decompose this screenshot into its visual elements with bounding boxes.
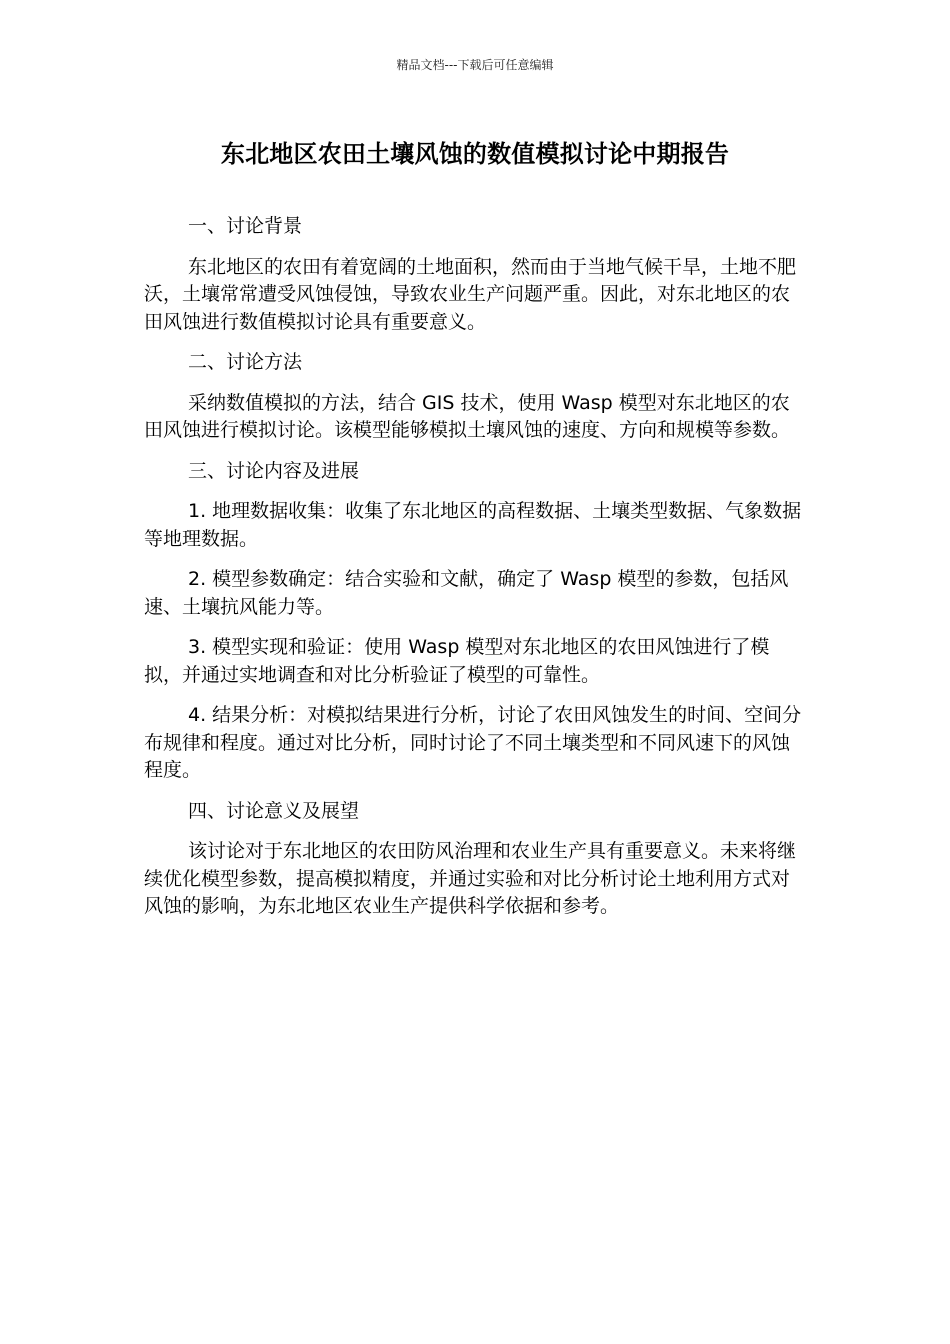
document-title: 东北地区农田土壤风蚀的数值模拟讨论中期报告 — [220, 140, 730, 168]
page-header: 精品文档---下载后可任意编辑 — [396, 58, 554, 72]
document-body — [144, 213, 804, 934]
paragraph-background: 东北地区的农田有着宽阔的土地面积，然而由于当地气候干旱，土地不肥沃，土壤常常遭受风蚀侵蚀，导致农业生产问题严重。因此，对东北地区的农田风蚀进行数值模拟讨论具有重要意义。 — [144, 255, 797, 333]
paragraph-significance-outlook: 该讨论对于东北地区的农田防风治理和农业生产具有重要意义。未来将继续优化模型参数，提高模拟精度，并通过实验和对比分析讨论土地利用方式对风蚀的影响，为东北地区农业生产提供科学依据和参考。 — [144, 840, 797, 917]
section-heading-significance-outlook: 四、讨论意义及展望 — [188, 799, 360, 822]
list-item-data-collection: 1. 地理数据收集：收集了东北地区的高程数据、土壤类型数据、气象数据等地理数据。 — [144, 500, 802, 550]
section-heading-background: 一、讨论背景 — [188, 215, 303, 237]
list-item-result-analysis: 4. 结果分析：对模拟结果进行分析，讨论了农田风蚀发生的时间、空间分布规律和程度。通过对比分析，同时讨论了不同土壤类型和不同风速下的风蚀程度。 — [144, 704, 802, 781]
paragraph-method: 采纳数值模拟的方法，结合 GIS 技术，使用 Wasp 模型对东北地区的农田风蚀进行模拟讨论。该模型能够模拟土壤风蚀的速度、方向和规模等参数。 — [144, 391, 791, 441]
list-item-parameter-determination: 2. 模型参数确定：结合实验和文献，确定了 Wasp 模型的参数，包括风速、土壤抗风能力等。 — [144, 568, 789, 618]
section-heading-content-progress: 三、讨论内容及进展 — [188, 459, 360, 482]
list-item-model-validation: 3. 模型实现和验证：使用 Wasp 模型对东北地区的农田风蚀进行了模拟，并通过实地调查和对比分析验证了模型的可靠性。 — [144, 636, 770, 686]
section-heading-method: 二、讨论方法 — [188, 351, 303, 373]
